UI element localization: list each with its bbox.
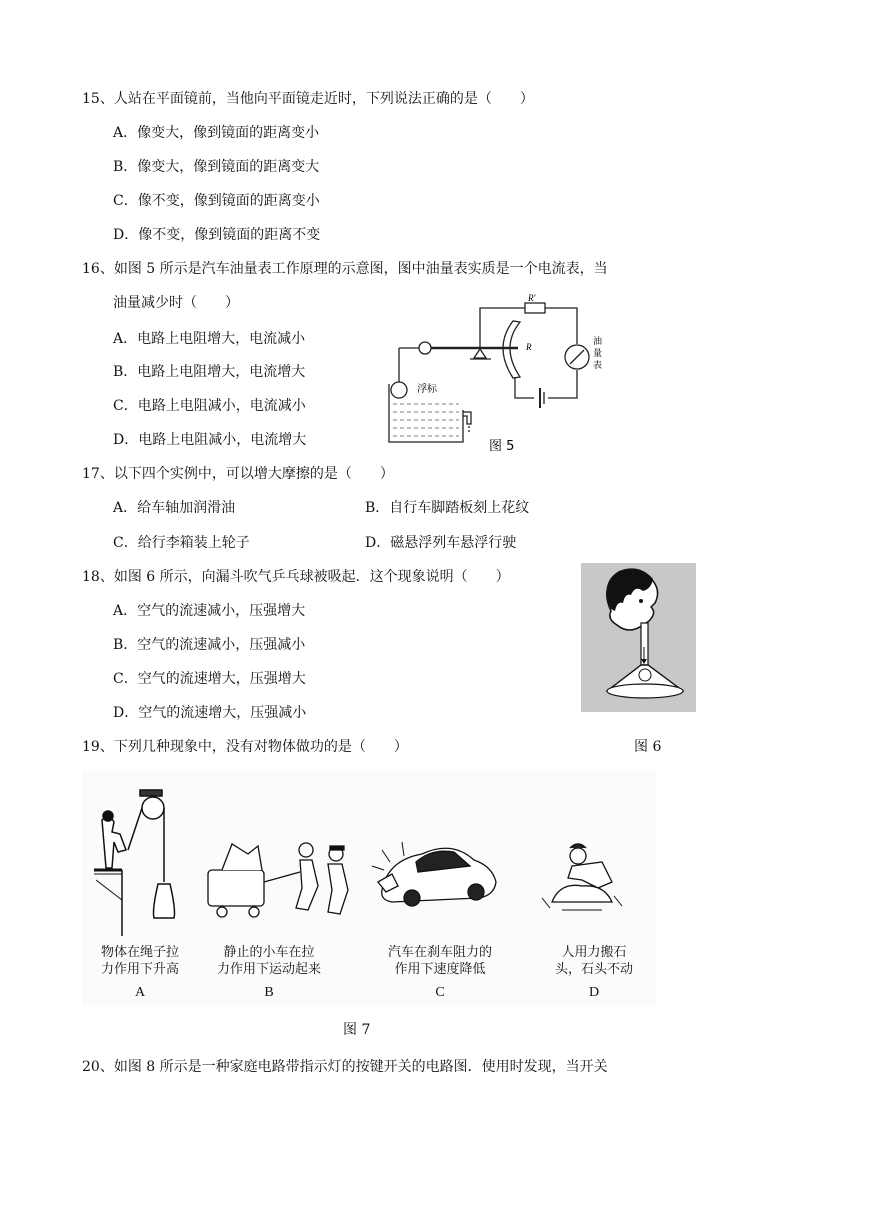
- panel-b-letter: B: [264, 985, 274, 1000]
- panel-b-caption-line2: 力作用下运动起来: [216, 962, 321, 977]
- figure-7-caption: 图 7: [343, 1022, 371, 1038]
- panel-d-caption-line2: 头，石头不动: [554, 962, 633, 977]
- question-16-stem-line1: 16、如图 5 所示是汽车油量表工作原理的示意图，图中油量表实质是一个电流表，当: [82, 261, 608, 277]
- panel-b-cart-icon: [208, 843, 348, 917]
- question-18-stem: 18、如图 6 所示，向漏斗吹气乒乓球被吸起．这个现象说明（ ）: [82, 569, 510, 585]
- funnel-illustration: [581, 563, 696, 712]
- meter-label-2: 量: [593, 349, 603, 359]
- float-label: 浮标: [417, 384, 437, 395]
- q15-option-c: C．像不变，像到镜面的距离变小: [113, 193, 320, 209]
- q16-option-d: D．电路上电阻减小，电流增大: [113, 432, 307, 448]
- figure-7-panels: [82, 770, 657, 1006]
- question-20-stem: 20、如图 8 所示是一种家庭电路带指示灯的按键开关的电路图．使用时发现，当开关: [82, 1059, 608, 1075]
- figure-6-caption: 图 6: [634, 739, 662, 755]
- r-prime-label: R': [528, 293, 536, 303]
- question-15-stem: 15、人站在平面镜前，当他向平面镜走近时，下列说法正确的是（ ）: [82, 91, 534, 107]
- meter-label-3: 表: [593, 361, 603, 371]
- float-icon: [391, 382, 407, 398]
- r-label: R: [526, 342, 532, 352]
- q16-option-a: A．电路上电阻增大，电流减小: [113, 331, 306, 347]
- panel-a-caption-line1: 物体在绳子拉: [100, 945, 179, 960]
- question-17-stem: 17、以下四个实例中，可以增大摩擦的是（ ）: [82, 466, 394, 482]
- panel-c-car-icon: [372, 842, 496, 906]
- q18-option-a: A．空气的流速减小，压强增大: [113, 603, 306, 619]
- r-prime-resistor: [525, 303, 545, 313]
- figure-5-fuel-gauge: [385, 292, 610, 457]
- q17-option-b: B．自行车脚踏板刻上花纹: [365, 500, 530, 516]
- meter-label-1: 油: [593, 337, 603, 347]
- q15-option-a: A．像变大，像到镜面的距离变小: [113, 125, 320, 141]
- q18-option-c: C．空气的流速增大，压强增大: [113, 671, 306, 687]
- panel-c-caption-line2: 作用下速度降低: [394, 962, 486, 977]
- q16-option-c: C．电路上电阻减小，电流减小: [113, 398, 306, 414]
- q18-option-d: D．空气的流速增大，压强减小: [113, 705, 307, 721]
- q18-option-b: B．空气的流速减小，压强减小: [113, 637, 306, 653]
- q15-option-b: B．像变大，像到镜面的距离变大: [113, 159, 320, 175]
- q15-option-d: D．像不变，像到镜面的距离不变: [113, 227, 321, 243]
- panel-d-person-icon: [542, 844, 622, 910]
- figure-6-funnel: [581, 563, 696, 712]
- q16-option-b: B．电路上电阻增大，电流增大: [113, 364, 306, 380]
- panel-c-caption-line1: 汽车在刹车阻力的: [387, 945, 492, 960]
- panel-d-letter: D: [588, 985, 600, 1000]
- figure-7-illustrations: [82, 770, 657, 940]
- panel-c-letter: C: [435, 985, 445, 1000]
- panel-a-letter: A: [134, 985, 146, 1000]
- q17-option-c: C．给行李箱装上轮子: [113, 535, 250, 551]
- panel-a-caption: [94, 944, 186, 1001]
- q17-option-d: D．磁悬浮列车悬浮行驶: [365, 535, 517, 551]
- figure-5-caption: 图 5: [489, 439, 515, 454]
- panel-c-caption: [380, 944, 500, 1001]
- panel-b-caption: [212, 944, 326, 1001]
- q17-option-a: A．给车轴加润滑油: [113, 500, 236, 516]
- panel-d-caption-line1: 人用力搬石: [561, 945, 627, 960]
- panel-a-caption-line2: 力作用下升高: [100, 962, 179, 977]
- panel-a-pulley-icon: [94, 790, 175, 936]
- question-16-stem-line2: 油量减少时（ ）: [113, 295, 239, 311]
- panel-d-caption: [544, 944, 644, 1001]
- question-19-stem: 19、下列几种现象中，没有对物体做功的是（ ）: [82, 739, 408, 755]
- panel-b-caption-line1: 静止的小车在拉: [223, 945, 315, 960]
- fuel-gauge-diagram: [385, 292, 610, 457]
